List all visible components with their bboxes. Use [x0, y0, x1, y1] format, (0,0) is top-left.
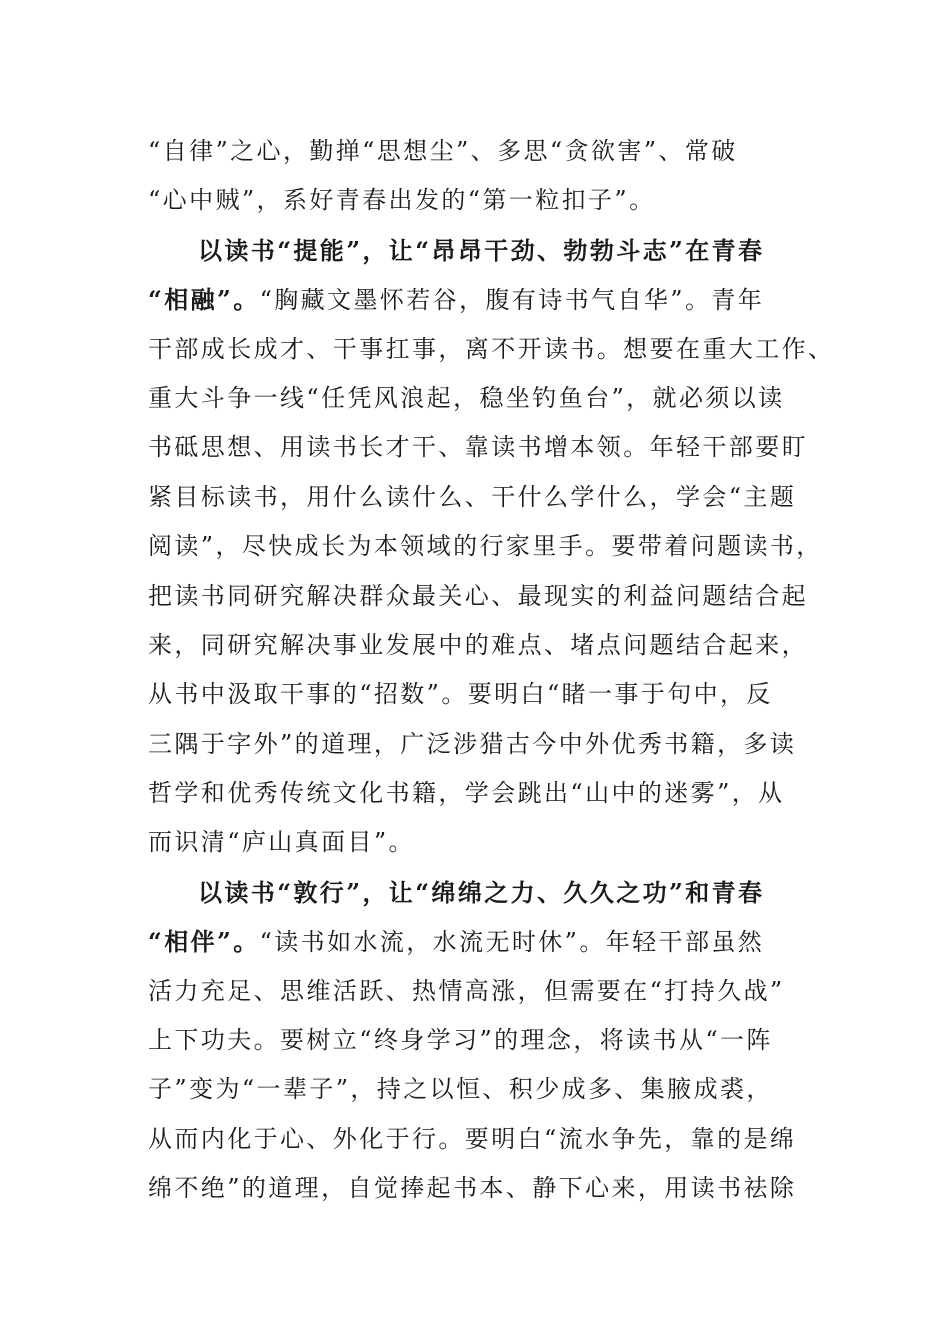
text-line: 阅读”，尽快成长为本领域的行家里手。要带着问题读书，: [148, 532, 823, 561]
text-line: 从书中汲取干事的“招数”。要明白“睹一事于句中，反: [148, 680, 773, 709]
text-line: 重大斗争一线“任凭风浪起，稳坐钓鱼台”，就必须以读: [148, 383, 785, 412]
text-line: [148, 275, 808, 324]
section-heading: 以读书“敦行”，让“绵绵之力、久久之功”和青春: [198, 877, 765, 907]
section-reading-practice: [148, 868, 808, 1214]
intro-paragraph: [148, 127, 808, 226]
text-line: 从而内化于心、外化于行。要明白“流水争先，靠的是绵: [148, 1124, 797, 1153]
text-line: 来，同研究解决事业发展中的难点、堵点问题结合起来，: [148, 630, 808, 659]
text-line: “心中贼”，系好青春出发的“第一粒扣子”。: [148, 186, 656, 215]
text-line: 而识清“庐山真面目”。: [148, 828, 415, 857]
text-fragment: “胸藏文墨怀若谷，腹有诗书气自华”。青年: [259, 286, 765, 315]
text-line: 把读书同研究解决群众最关心、最现实的利益问题结合起: [148, 581, 808, 610]
section-heading-end: “相融”。: [148, 285, 260, 315]
text-line: 紧目标读书，用什么读什么、干什么学什么，学会“主题: [148, 482, 797, 511]
text-line: 书砥思想、用读书长才干、靠读书增本领。年轻干部要盯: [148, 433, 808, 462]
text-fragment: “读书如水流，水流无时休”。年轻干部虽然: [259, 928, 765, 957]
text-line: 干部成长成才、干事扛事，离不开读书。想要在重大工作、: [148, 334, 835, 363]
text-line: 上下功夫。要树立“终身学习”的理念，将读书从“一阵: [148, 1026, 773, 1055]
section-reading-ability: [148, 226, 835, 868]
text-line: “自律”之心，勤掸“思想尘”、多思“贪欲害”、常破: [148, 137, 738, 165]
section-heading: 以读书“提能”，让“昂昂干劲、勃勃斗志”在青春: [198, 235, 765, 265]
document-page: [148, 127, 835, 1214]
section-heading-end: “相伴”。: [148, 927, 260, 957]
text-line: 绵不绝”的道理，自觉捧起书本、静下心来，用读书祛除: [148, 1174, 797, 1203]
text-line: 哲学和优秀传统文化书籍，学会跳出“山中的迷雾”，从: [148, 779, 785, 808]
text-line: [148, 917, 808, 966]
text-line: 子”变为“一辈子”，持之以恒、积少成多、集腋成裘，: [148, 1075, 773, 1104]
text-line: 三隅于字外”的道理，广泛涉猎古今中外优秀书籍，多读: [148, 729, 797, 758]
text-line: 活力充足、思维活跃、热情高涨，但需要在“打持久战”: [148, 976, 785, 1005]
